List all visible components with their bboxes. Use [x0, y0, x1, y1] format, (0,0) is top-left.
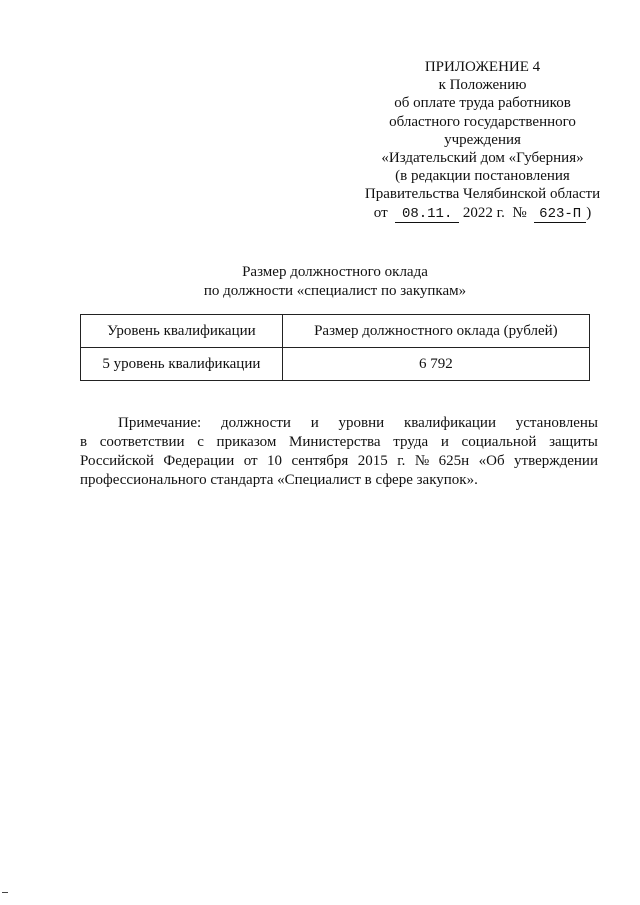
title-line: Размер должностного оклада — [242, 264, 428, 280]
resolution-year: 2022 г. — [462, 204, 505, 221]
note-paragraph — [80, 414, 598, 490]
salary-table — [80, 314, 590, 381]
column-header: Уровень квалификации — [81, 315, 283, 348]
appendix-line: (в редакции постановления — [395, 168, 570, 185]
table-header-row — [81, 315, 590, 348]
table-row — [81, 348, 590, 381]
table-cell: 5 уровень квалификации — [81, 348, 283, 381]
from-label: от — [373, 204, 388, 221]
column-header: Размер должностного оклада (рублей) — [282, 315, 589, 348]
note-line: Примечание: должности и уровни квалификации установлены — [118, 415, 598, 431]
resolution-date: 08.11. — [395, 207, 459, 223]
note-line: Российской Федерации от 10 сентября 2015 г. № 625н «Об утверждении — [80, 453, 598, 469]
appendix-line: об оплате труда работников — [394, 95, 571, 112]
closing-paren: ) — [586, 204, 592, 221]
appendix-line: «Издательский дом «Губерния» — [381, 150, 584, 167]
scan-mark — [2, 892, 8, 893]
title-line: по должности «специалист по закупкам» — [203, 283, 467, 299]
appendix-header — [360, 58, 605, 223]
appendix-title: ПРИЛОЖЕНИЕ 4 — [424, 59, 541, 75]
document-title — [150, 263, 520, 301]
resolution-number: 623-П — [534, 207, 586, 223]
table-cell: 6 792 — [282, 348, 589, 381]
note-line: профессионального стандарта «Специалист в сфере закупок». — [80, 472, 478, 488]
note-line: в соответствии с приказом Министерства труда и социальной защиты — [80, 434, 598, 450]
resolution-reference — [360, 204, 605, 223]
appendix-line: областного государственного — [389, 113, 576, 130]
appendix-line: учреждения — [444, 131, 521, 148]
number-sign: № — [512, 204, 527, 221]
appendix-line: Правительства Челябинской области — [364, 186, 601, 203]
appendix-line: к Положению — [438, 77, 527, 94]
